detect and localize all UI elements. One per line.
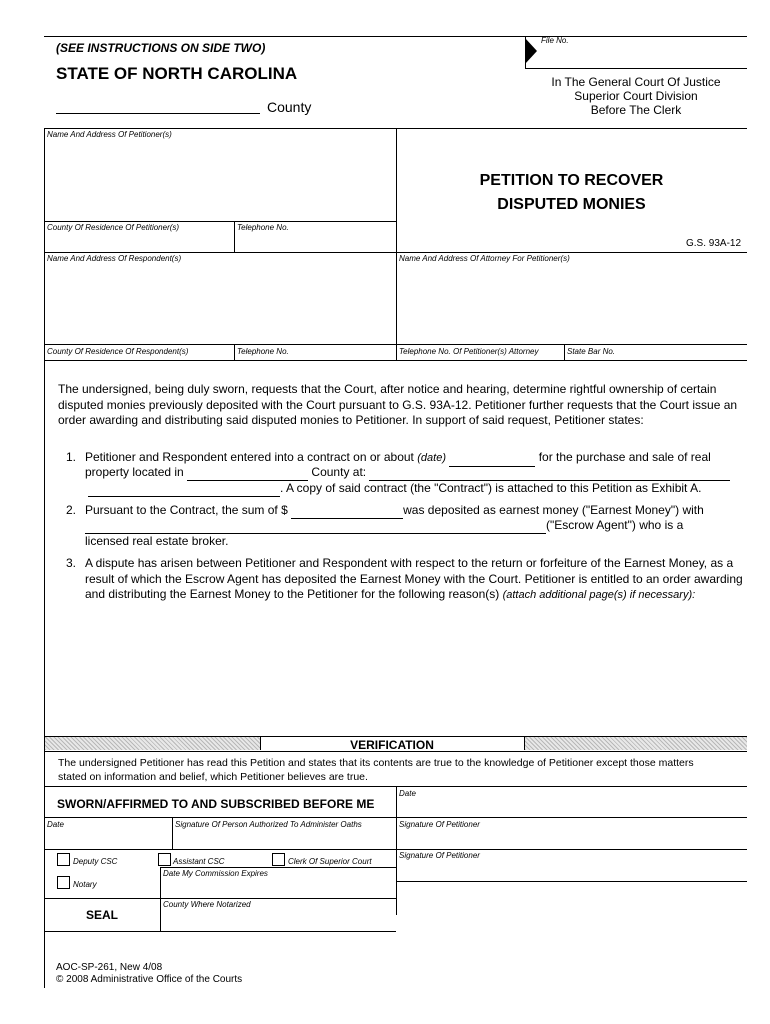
- instructions-note: (SEE INSTRUCTIONS ON SIDE TWO): [56, 41, 266, 55]
- item-1-text-d: County at:: [311, 465, 367, 479]
- rule: [44, 360, 747, 361]
- item-1-text-c: property located in: [85, 465, 184, 479]
- escrow-agent-field[interactable]: [85, 521, 546, 534]
- petitioner-signature-field-2[interactable]: [398, 862, 745, 880]
- date-left-label: Date: [47, 820, 64, 829]
- rule: [44, 849, 747, 850]
- verification-text: The undersigned Petitioner has read this Petition and states that its contents are true to the knowledge of Petitioner except those matters stated on information and belief, which Petitioner believes are true.: [58, 757, 694, 783]
- rule: [44, 898, 396, 899]
- rule: [44, 751, 747, 752]
- commission-field[interactable]: [162, 880, 394, 896]
- property-address-field[interactable]: [369, 468, 730, 481]
- item-2-line-1: [85, 503, 704, 519]
- court-line-1: In The General Court Of Justice: [551, 75, 721, 89]
- official-signature-label: Signature Of Person Authorized To Administer Oaths: [175, 820, 362, 829]
- statute-reference: G.S. 93A-12: [686, 238, 742, 249]
- intro-paragraph: The undersigned, being duly sworn, requests that the Court, after notice and hearing, determine rightful ownership of certain disputed monies previously deposited with the Court pursuant to G.S. 93A-12. Petitioner further requests that the Court issue an order awarding and distributing said disputed monies to Petitioner. In support of said request, Petitioner states:: [58, 382, 738, 427]
- assistant-csc-checkbox[interactable]: [158, 853, 171, 866]
- commission-label: Date My Commission Expires: [163, 869, 268, 878]
- item-1-text-b: for the purchase and sale of real: [538, 450, 711, 464]
- petitioner-county-field[interactable]: [46, 234, 232, 251]
- item-2-text-a: Pursuant to the Contract, the sum of $: [85, 503, 288, 517]
- rule: [396, 786, 397, 915]
- petitioner-signature-label-1: Signature Of Petitioner: [399, 820, 480, 829]
- petitioner-name-field[interactable]: [46, 142, 394, 220]
- rule: [234, 221, 235, 252]
- item-2-line-2: [85, 518, 683, 534]
- rule: [160, 867, 396, 868]
- copyright: © 2008 Administrative Office of the Courts: [56, 974, 243, 985]
- item-2-line-3: licensed real estate broker.: [85, 534, 229, 548]
- state-bar-label: State Bar No.: [567, 347, 616, 356]
- party-block-divider: [396, 128, 397, 360]
- arrow-marker-icon: [525, 38, 537, 64]
- verification-shade-left: [45, 737, 260, 750]
- form-title-line-1: PETITION TO RECOVER: [479, 172, 664, 189]
- notary-label: Notary: [73, 880, 97, 889]
- item-1-text-e: . A copy of said contract (the "Contract") is attached to this Petition as Exhibit A.: [280, 481, 702, 495]
- property-county-field[interactable]: [187, 468, 308, 481]
- reasons-field[interactable]: [85, 622, 745, 732]
- rule: [396, 881, 747, 882]
- rule: [44, 252, 747, 253]
- party-block-left: [44, 128, 45, 360]
- attorney-phone-label: Telephone No. Of Petitioner(s) Attorney: [399, 347, 539, 356]
- petitioner-phone-label: Telephone No.: [237, 223, 289, 232]
- rule: [44, 221, 396, 222]
- verification-heading: VERIFICATION: [350, 738, 434, 752]
- respondent-name-label: Name And Address Of Respondent(s): [47, 254, 182, 263]
- item-1-line-3: [88, 481, 701, 497]
- petitioner-phone-field[interactable]: [236, 234, 394, 251]
- form-number: AOC-SP-261, New 4/08: [56, 962, 163, 973]
- item-1-number: 1.: [66, 450, 77, 464]
- item-2-text-c: ("Escrow Agent") who is a: [546, 518, 684, 532]
- respondent-name-field[interactable]: [46, 266, 394, 342]
- county-notarized-field[interactable]: [162, 911, 394, 929]
- file-no-label: File No.: [541, 36, 569, 45]
- court-line-2: Superior Court Division: [574, 89, 698, 103]
- earnest-money-amount-field[interactable]: [291, 506, 403, 519]
- rule: [44, 817, 747, 818]
- date-right-label: Date: [399, 789, 416, 798]
- attorney-name-field[interactable]: [398, 266, 745, 342]
- petitioner-signature-field-1[interactable]: [398, 832, 745, 848]
- petitioner-county-label: County Of Residence Of Petitioner(s): [47, 223, 180, 232]
- petitioner-signature-label-2: Signature Of Petitioner: [399, 851, 480, 860]
- notary-checkbox[interactable]: [57, 876, 70, 889]
- rule: [44, 931, 396, 932]
- seal-label: SEAL: [86, 908, 119, 922]
- sworn-heading: SWORN/AFFIRMED TO AND SUBSCRIBED BEFORE ME: [57, 797, 375, 811]
- state-name: STATE OF NORTH CAROLINA: [56, 64, 298, 83]
- assistant-csc-label: Assistant CSC: [173, 857, 225, 866]
- item-1-date-hint: (date): [417, 452, 446, 464]
- deputy-csc-checkbox[interactable]: [57, 853, 70, 866]
- clerk-label: Clerk Of Superior Court: [288, 857, 372, 866]
- rule: [172, 817, 173, 850]
- date-right-field[interactable]: [398, 800, 745, 816]
- rule: [564, 344, 565, 360]
- item-3-number: 3.: [66, 556, 77, 570]
- file-no-bottom-rule: [525, 68, 747, 69]
- respondent-county-label: County Of Residence Of Respondent(s): [47, 347, 189, 356]
- item-1-text-a: Petitioner and Respondent entered into a contract on or about: [85, 450, 414, 464]
- rule: [234, 344, 235, 360]
- property-address-field-2[interactable]: [88, 484, 280, 497]
- rule: [160, 867, 161, 931]
- rule: [524, 736, 525, 750]
- item-3-text: A dispute has arisen between Petitioner and Respondent with respect to the return or forfeiture of the Earnest Money, as a result of which the Escrow Agent has deposited the Earnest Money with the Court. Petitioner is entitled to an order awarding and distributing the Earnest Money to the Petitioner for the following reason(s): [85, 556, 743, 601]
- attorney-name-label: Name And Address Of Attorney For Petitioner(s): [399, 254, 570, 263]
- page-left-border: [44, 360, 45, 988]
- respondent-phone-label: Telephone No.: [237, 347, 289, 356]
- top-rule: [44, 36, 525, 37]
- item-3-paragraph: [85, 556, 745, 604]
- county-name-line[interactable]: [56, 113, 260, 114]
- court-line-3: Before The Clerk: [590, 103, 682, 117]
- petitioner-name-label: Name And Address Of Petitioner(s): [47, 130, 172, 139]
- item-2-text-b: was deposited as earnest money ("Earnest Money") with: [403, 503, 704, 517]
- file-no-left-rule: [525, 36, 526, 68]
- file-no-field[interactable]: [538, 48, 743, 66]
- item-3-italic-note: (attach additional page(s) if necessary):: [502, 589, 696, 601]
- item-2-number: 2.: [66, 503, 77, 517]
- verification-shade-right: [525, 737, 747, 750]
- item-1-line-2: [85, 465, 730, 481]
- county-label: County: [267, 99, 312, 115]
- deputy-csc-label: Deputy CSC: [73, 857, 118, 866]
- form-title-line-2: DISPUTED MONIES: [497, 196, 646, 213]
- rule: [44, 344, 747, 345]
- county-notarized-label: County Where Notarized: [163, 900, 251, 909]
- clerk-checkbox[interactable]: [272, 853, 285, 866]
